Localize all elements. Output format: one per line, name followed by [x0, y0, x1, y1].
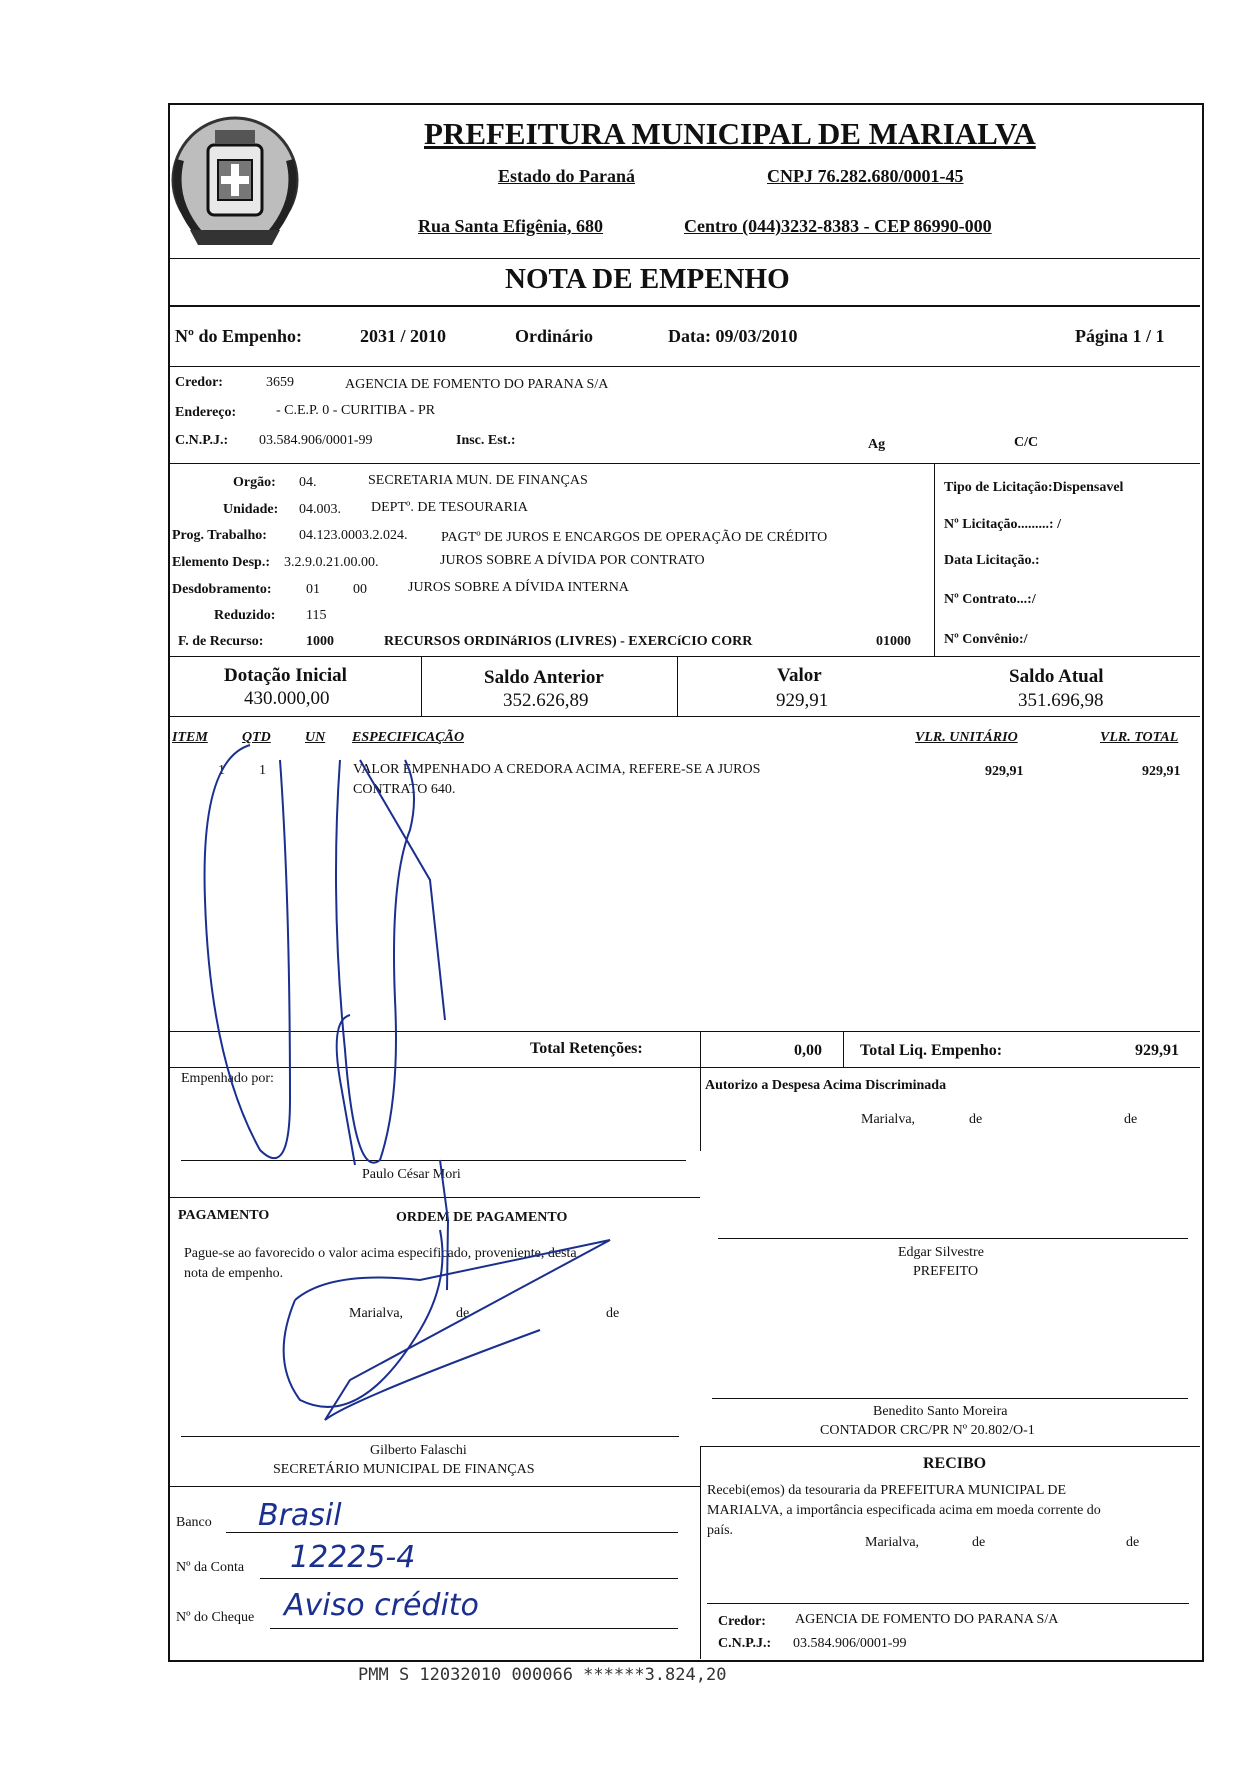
- pagamento-label: PAGAMENTO: [178, 1208, 270, 1223]
- item-number: 1: [218, 763, 225, 778]
- elemento-label: Elemento Desp.:: [172, 555, 270, 570]
- item-total-value: 929,91: [1142, 764, 1181, 779]
- elemento-code: 3.2.9.0.21.00.00.: [284, 555, 379, 570]
- ag-label: Ag: [868, 437, 886, 452]
- anterior-value: 352.626,89: [503, 690, 589, 711]
- prog-code: 04.123.0003.2.024.: [299, 528, 408, 543]
- item-unit-value: 929,91: [985, 764, 1024, 779]
- tipo-licitacao: Tipo de Licitação:Dispensavel: [944, 480, 1124, 495]
- desdob-code2: 00: [353, 582, 367, 597]
- reduzido-value: 115: [306, 608, 327, 623]
- col-item: ITEM: [172, 730, 208, 745]
- address-value: - C.E.P. 0 - CURITIBA - PR: [276, 403, 436, 418]
- insc-label: Insc. Est.:: [456, 433, 516, 448]
- orgao-code: 04.: [299, 475, 317, 490]
- page-number: Página 1 / 1: [1075, 326, 1165, 346]
- autorizo-local: Marialva,: [861, 1112, 916, 1127]
- numero-licitacao: Nº Licitação.........: /: [944, 517, 1061, 532]
- recibo-credor-label: Credor:: [718, 1614, 766, 1629]
- credor-cnpj: 03.584.906/0001-99: [259, 433, 373, 448]
- coat-of-arms-icon: [160, 100, 310, 260]
- conta-handwritten: 12225-4: [290, 1540, 416, 1575]
- recibo-text-line1: Recebi(emos) da tesouraria da PREFEITURA MUNICIPAL DE: [707, 1483, 1067, 1498]
- cc-label: C/C: [1014, 435, 1039, 450]
- orgao-label: Orgão:: [233, 475, 276, 490]
- desdob-label: Desdobramento:: [172, 582, 272, 597]
- valor-value: 929,91: [776, 690, 829, 711]
- desdob-name: JUROS SOBRE A DÍVIDA INTERNA: [408, 580, 629, 595]
- empenho-label: Nº do Empenho:: [175, 326, 302, 346]
- empenhado-por-name: Paulo César Mori: [362, 1167, 461, 1182]
- pagamento-local: Marialva,: [349, 1306, 404, 1321]
- unidade-name: DEPTº. DE TESOURARIA: [371, 500, 528, 515]
- recurso-name: RECURSOS ORDINáRIOS (LIVRES) - EXERCíCIO CORR: [384, 634, 753, 649]
- recibo-de2: de: [1126, 1535, 1140, 1550]
- contador-name: Benedito Santo Moreira: [873, 1404, 1008, 1419]
- numero-contrato: Nº Contrato...:/: [944, 592, 1036, 607]
- prefeito-name: Edgar Silvestre: [898, 1245, 984, 1260]
- col-vlr-total: VLR. TOTAL: [1100, 730, 1179, 745]
- prog-label: Prog. Trabalho:: [172, 528, 267, 543]
- autorizo-label: Autorizo a Despesa Acima Discriminada: [705, 1078, 947, 1093]
- atual-value: 351.696,98: [1018, 690, 1104, 711]
- data-licitacao: Data Licitação.:: [944, 553, 1040, 568]
- desdob-code1: 01: [306, 582, 320, 597]
- retencoes-label: Total Retenções:: [530, 1040, 643, 1057]
- recurso-sub: 01000: [876, 634, 911, 649]
- liquido-label: Total Liq. Empenho:: [860, 1042, 1003, 1059]
- municipality-title: PREFEITURA MUNICIPAL DE MARIALVA: [424, 116, 1036, 151]
- secretario-name: Gilberto Falaschi: [370, 1443, 467, 1458]
- recibo-de1: de: [972, 1535, 986, 1550]
- credor-name: AGENCIA DE FOMENTO DO PARANA S/A: [345, 377, 609, 392]
- liquido-value: 929,91: [1135, 1042, 1179, 1059]
- credor-code: 3659: [266, 375, 294, 390]
- valor-label: Valor: [777, 665, 822, 686]
- empenho-type: Ordinário: [515, 326, 594, 346]
- atual-label: Saldo Atual: [1009, 666, 1104, 687]
- retencoes-value: 0,00: [794, 1042, 822, 1059]
- recibo-text-line2: MARIALVA, a importância especificada acima em moeda corrente do: [707, 1503, 1101, 1518]
- item-qtd: 1: [259, 763, 266, 778]
- recurso-label: F. de Recurso:: [178, 634, 264, 649]
- empenho-date: Data: 09/03/2010: [668, 326, 798, 346]
- orgao-name: SECRETARIA MUN. DE FINANÇAS: [368, 473, 588, 488]
- cheque-label: Nº do Cheque: [176, 1610, 255, 1625]
- pagamento-de1: de: [456, 1306, 470, 1321]
- col-vlr-unitario: VLR. UNITÁRIO: [915, 730, 1018, 745]
- address-label: Endereço:: [175, 405, 237, 420]
- footer-stamp: PMM S 12032010 000066 ******3.824,20: [358, 1665, 727, 1685]
- state-label: Estado do Paraná: [498, 166, 636, 186]
- anterior-label: Saldo Anterior: [484, 667, 604, 688]
- recibo-text-line3: país.: [707, 1523, 734, 1538]
- cnpj-label: CNPJ 76.282.680/0001-45: [767, 166, 964, 186]
- item-description-line2: CONTRATO 640.: [353, 782, 456, 797]
- pagamento-text-line1: Pague-se ao favorecido o valor acima especificado, proveniente, desta: [184, 1246, 577, 1261]
- pagamento-de2: de: [606, 1306, 620, 1321]
- unidade-code: 04.003.: [299, 502, 341, 517]
- street-label: Rua Santa Efigênia, 680: [418, 216, 604, 236]
- autorizo-de2: de: [1124, 1112, 1138, 1127]
- recibo-credor: AGENCIA DE FOMENTO DO PARANA S/A: [795, 1612, 1059, 1627]
- recurso-code: 1000: [306, 634, 334, 649]
- secretario-cargo: SECRETÁRIO MUNICIPAL DE FINANÇAS: [273, 1462, 535, 1477]
- ordem-pagamento-label: ORDEM DE PAGAMENTO: [396, 1210, 568, 1225]
- prog-name: PAGTº DE JUROS E ENCARGOS DE OPERAÇÃO DE CRÉDITO: [441, 530, 828, 545]
- col-especificacao: ESPECIFICAÇÃO: [352, 730, 465, 745]
- dotacao-label: Dotação Inicial: [224, 665, 347, 686]
- credor-cnpj-label: C.N.P.J.:: [175, 433, 229, 448]
- banco-label: Banco: [176, 1515, 212, 1530]
- item-description-line1: VALOR EMPENHADO A CREDORA ACIMA, REFERE-SE A JUROS: [353, 762, 761, 777]
- col-un: UN: [305, 730, 326, 745]
- col-qtd: QTD: [242, 730, 271, 745]
- banco-handwritten: Brasil: [258, 1498, 342, 1533]
- conta-label: Nº da Conta: [176, 1560, 245, 1575]
- address-details: Centro (044)3232-8383 - CEP 86990-000: [684, 216, 992, 236]
- pagamento-text-line2: nota de empenho.: [184, 1266, 284, 1281]
- document-title: NOTA DE EMPENHO: [505, 263, 790, 295]
- reduzido-label: Reduzido:: [214, 608, 276, 623]
- autorizo-de1: de: [969, 1112, 983, 1127]
- prefeito-cargo: PREFEITO: [913, 1264, 979, 1279]
- empenho-number: 2031 / 2010: [360, 326, 447, 346]
- numero-convenio: Nº Convênio:/: [944, 632, 1028, 647]
- cheque-handwritten: Aviso crédito: [284, 1588, 479, 1623]
- unidade-label: Unidade:: [223, 502, 279, 517]
- dotacao-value: 430.000,00: [244, 688, 330, 709]
- empenhado-por-label: Empenhado por:: [181, 1071, 274, 1086]
- recibo-title: RECIBO: [923, 1455, 987, 1472]
- recibo-cnpj: 03.584.906/0001-99: [793, 1636, 907, 1651]
- contador-cargo: CONTADOR CRC/PR Nº 20.802/O-1: [820, 1423, 1035, 1438]
- credor-label: Credor:: [175, 375, 223, 390]
- recibo-cnpj-label: C.N.P.J.:: [718, 1636, 772, 1651]
- elemento-name: JUROS SOBRE A DÍVIDA POR CONTRATO: [440, 553, 705, 568]
- recibo-local: Marialva,: [865, 1535, 920, 1550]
